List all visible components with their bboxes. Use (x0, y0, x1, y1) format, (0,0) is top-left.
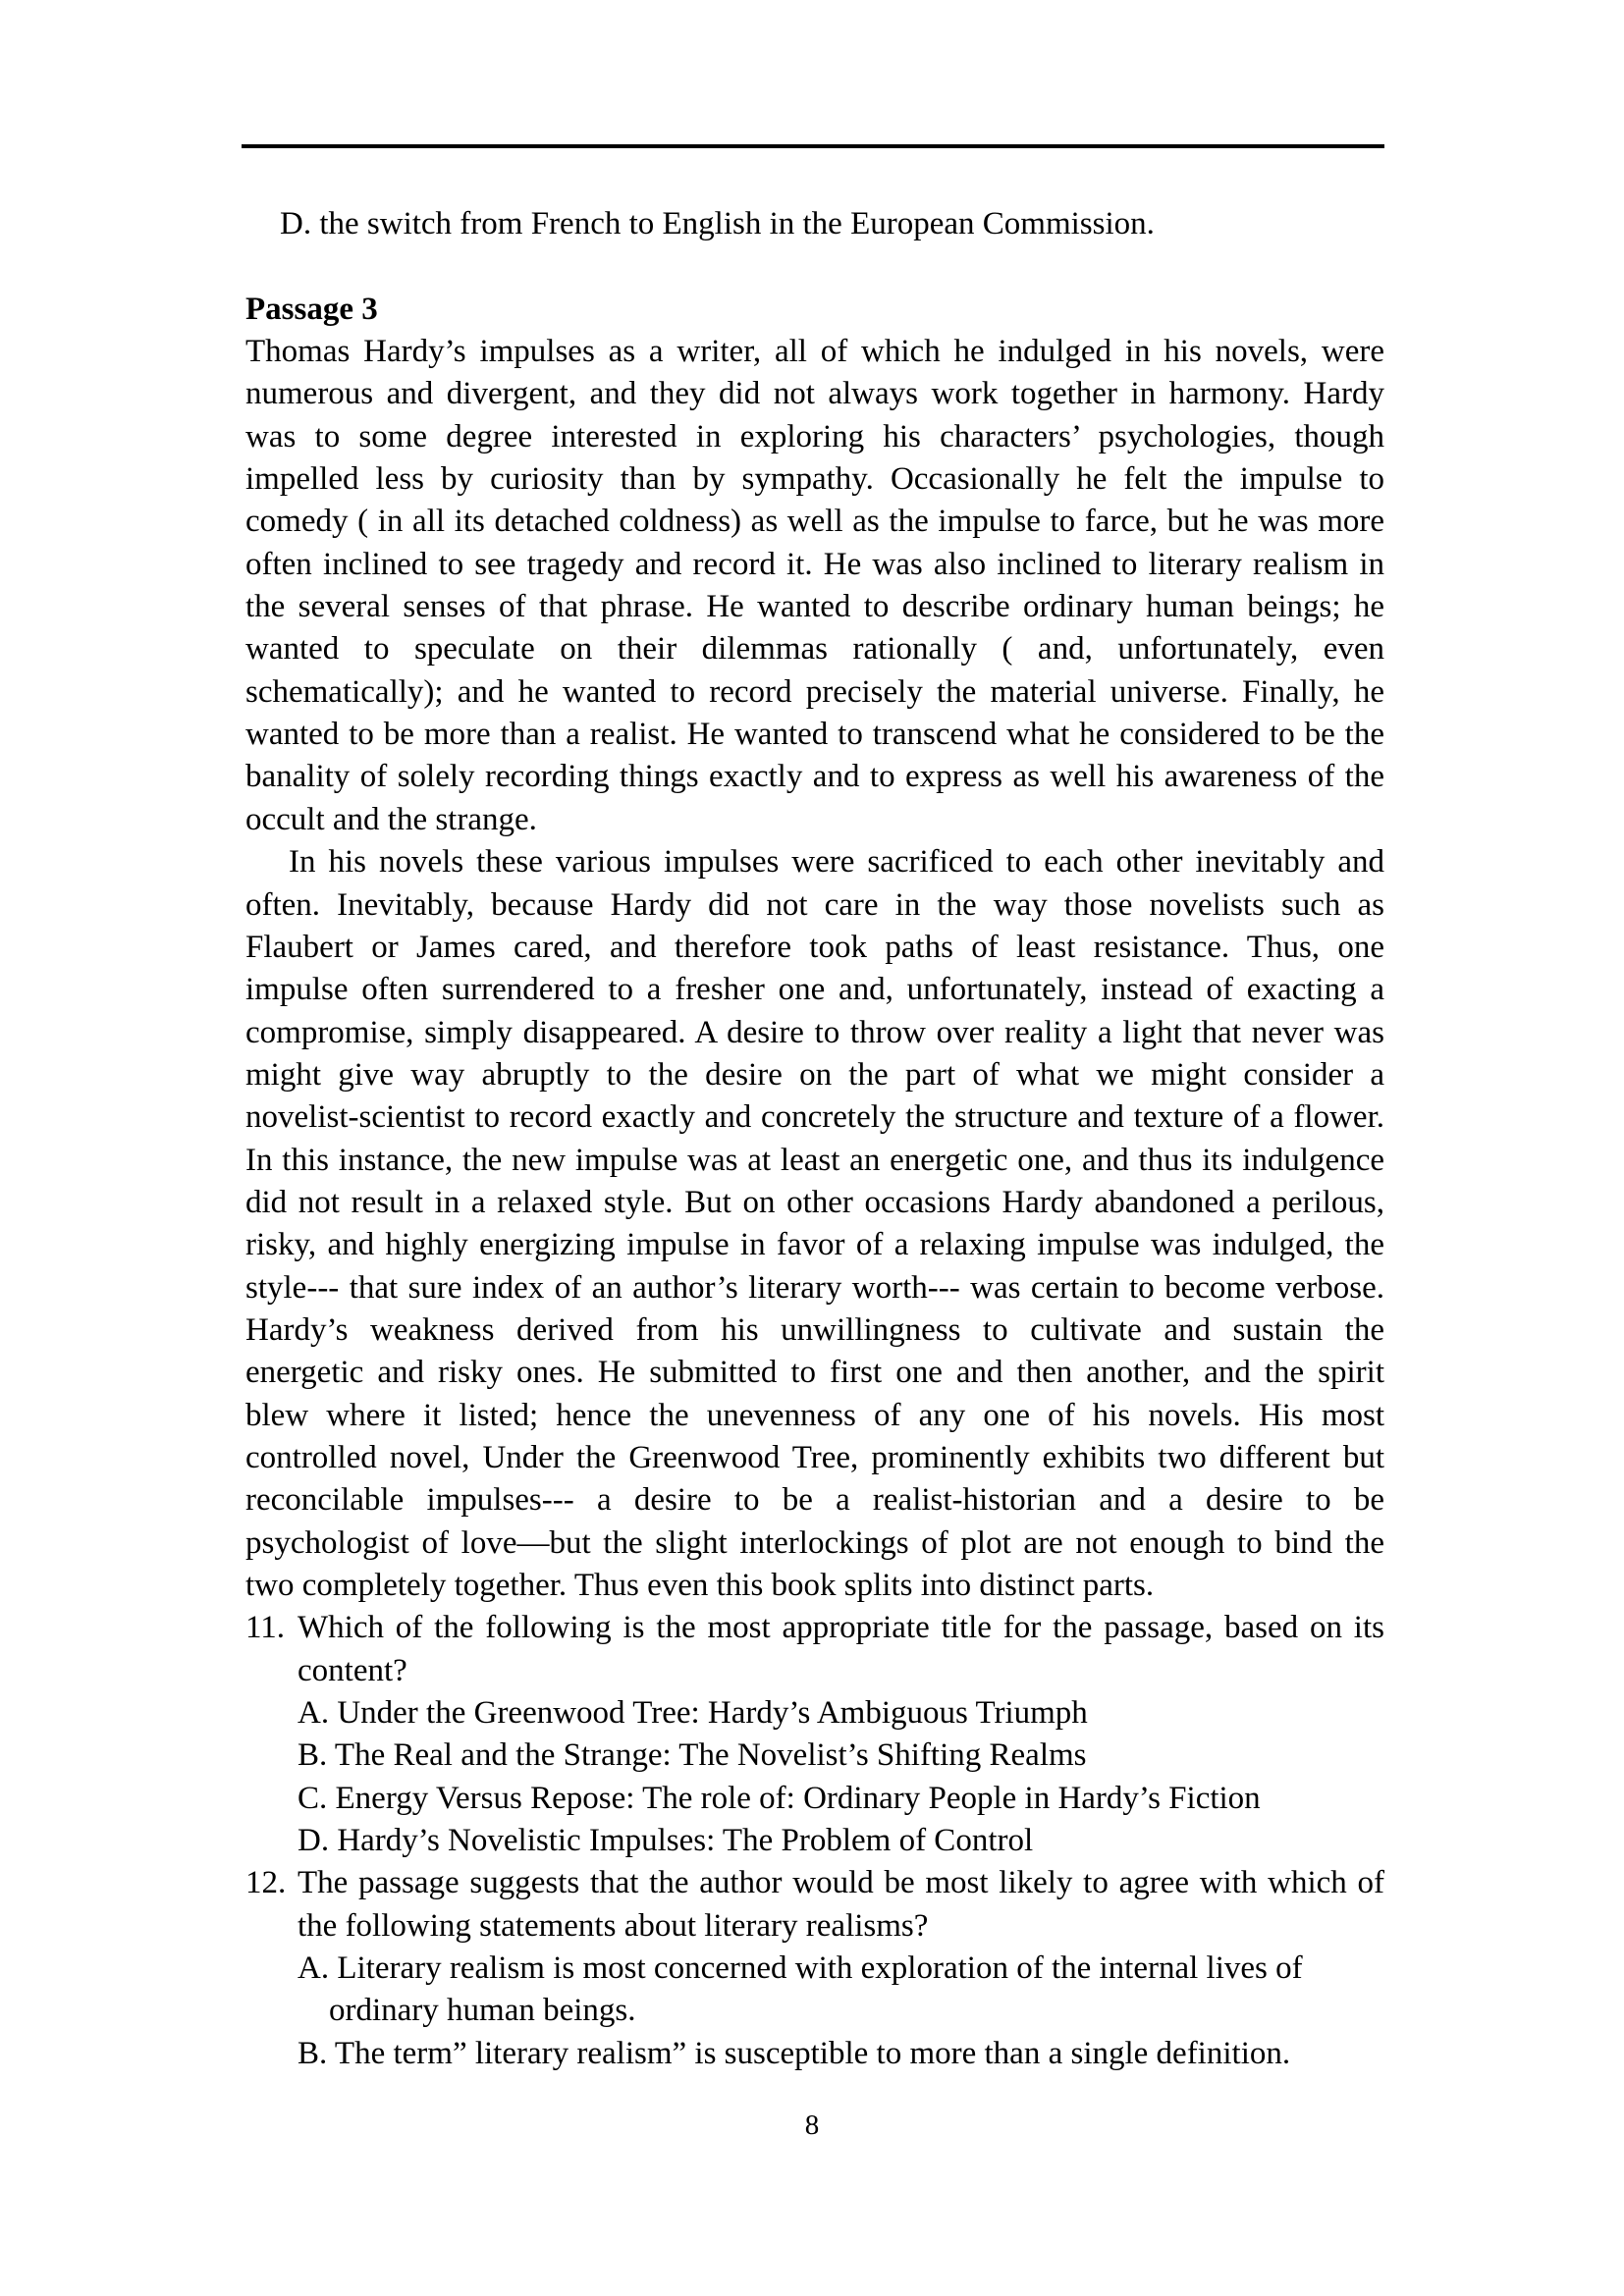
passage-paragraph-2-line: Flaubert or James cared, and therefore took paths of least resistance. Thus, one (245, 929, 1384, 965)
passage-paragraph-1-line: the several senses of that phrase. He wanted to describe ordinary human beings; he (245, 589, 1384, 625)
question-11-text: Which of the following is the most appropriate title for the passage, based on its (298, 1610, 1384, 1646)
question-11-option-a: A. Under the Greenwood Tree: Hardy’s Ambiguous Triumph (298, 1695, 1088, 1732)
passage-paragraph-1-line: wanted to be more than a realist. He wanted to transcend what he considered to be the (245, 717, 1384, 753)
passage-paragraph-1-line: schematically); and he wanted to record precisely the material universe. Finally, he (245, 673, 1384, 710)
passage-paragraph-2-line: psychologist of love—but the slight interlockings of plot are not enough to bind the (245, 1524, 1384, 1561)
passage-paragraph-2-line: risky, and highly energizing impulse in favor of a relaxing impulse was indulged, the (245, 1227, 1384, 1263)
question-11 (245, 1607, 1384, 1862)
passage-paragraph-2-line: Hardy’s weakness derived from his unwillingness to cultivate and sustain the (245, 1311, 1384, 1348)
passage-paragraph-2-line: style--- that sure index of an author’s literary worth--- was certain to become verbose. (245, 1269, 1384, 1306)
passage-paragraph-1-line: Thomas Hardy’s impulses as a writer, all of which he indulged in his novels, were (245, 334, 1384, 370)
header-rule (242, 144, 1384, 148)
passage-paragraph-2-line: controlled novel, Under the Greenwood Tree, prominently exhibits two different but (245, 1439, 1384, 1475)
page-number: 8 (804, 2109, 820, 2141)
passage-paragraph-2-line: impulse often surrendered to a fresher one and, unfortunately, instead of exacting a (245, 972, 1384, 1008)
question-12 (245, 1862, 1384, 2075)
question-11-number: 11. (245, 1610, 286, 1646)
question-11-first-line (245, 1607, 1384, 1649)
passage-paragraph-2-line: did not result in a relaxed style. But on other occasions Hardy abandoned a perilous, (245, 1184, 1384, 1220)
passage-paragraph-2-line: reconcilable impulses--- a desire to be a realist-historian and a desire to be (245, 1482, 1384, 1519)
passage-paragraph-1-line: impelled less by curiosity than by sympathy. Occasionally he felt the impulse to (245, 461, 1384, 498)
passage-paragraph-2-line: compromise, simply disappeared. A desire to throw over reality a light that never was (245, 1014, 1384, 1050)
question-11-option-b: B. The Real and the Strange: The Novelist’s Shifting Realms (298, 1737, 1087, 1774)
passage-paragraph-1-line: often inclined to see tragedy and record it. He was also inclined to literary realism in (245, 546, 1384, 582)
blank-line (245, 245, 1384, 288)
passage-paragraph-2-line: energetic and risky ones. He submitted to first one and then another, and the spirit (245, 1355, 1384, 1391)
question-12-text-continuation: the following statements about literary realisms? (298, 1907, 929, 1944)
passage-paragraph-1-line: numerous and divergent, and they did not always work together in harmony. Hardy (245, 376, 1384, 412)
question-11-text-continuation: content? (298, 1652, 407, 1688)
previous-question-option-d: D. the switch from French to English in the European Commission. (280, 206, 1155, 241)
passage-paragraph-2-line: novelist-scientist to record exactly and concretely the structure and texture of a flower. (245, 1099, 1384, 1136)
question-12-option-a: A. Literary realism is most concerned with exploration of the internal lives of (298, 1950, 1303, 1987)
question-12-option-b: B. The term” literary realism” is susceptible to more than a single definition. (298, 2035, 1291, 2071)
question-12-first-line (245, 1862, 1384, 1904)
passage-paragraph-2-line: In his novels these various impulses were sacrificed to each other inevitably and (289, 844, 1384, 881)
question-12-text: The passage suggests that the author would be most likely to agree with which of (298, 1865, 1384, 1901)
passage-paragraph-1-line: wanted to speculate on their dilemmas rationally ( and, unfortunately, even (245, 631, 1384, 667)
passage-paragraph-1-line: was to some degree interested in exploring his characters’ psychologies, though (245, 418, 1384, 454)
passage-paragraph-1 (245, 331, 1384, 841)
passage-paragraph-1-line: comedy ( in all its detached coldness) as well as the impulse to farce, but he was more (245, 504, 1384, 540)
passage-paragraph-2-line: blew where it listed; hence the unevenness of any one of his novels. His most (245, 1397, 1384, 1433)
passage-paragraph-2-line: often. Inevitably, because Hardy did not care in the way those novelists such as (245, 886, 1384, 923)
passage-paragraph-2-line: In this instance, the new impulse was at least an energetic one, and thus its indulgence (245, 1142, 1384, 1178)
passage-paragraph-2-line: might give way abruptly to the desire on the part of what we might consider a (245, 1056, 1384, 1093)
passage-heading: Passage 3 (245, 291, 378, 327)
question-12-number: 12. (245, 1865, 287, 1901)
passage-paragraph-2 (245, 841, 1384, 1607)
passage-paragraph-2-line: two completely together. Thus even this book splits into distinct parts. (245, 1568, 1155, 1603)
passage-paragraph-1-line: banality of solely recording things exactly and to express as well his awareness of the (245, 759, 1384, 795)
page-content (245, 203, 1384, 2075)
question-11-option-c: C. Energy Versus Repose: The role of: Ordinary People in Hardy’s Fiction (298, 1780, 1261, 1816)
question-11-option-d: D. Hardy’s Novelistic Impulses: The Problem of Control (298, 1823, 1034, 1859)
question-12-option-a-continuation: ordinary human beings. (329, 1993, 636, 2029)
passage-paragraph-1-line: occult and the strange. (245, 801, 537, 837)
